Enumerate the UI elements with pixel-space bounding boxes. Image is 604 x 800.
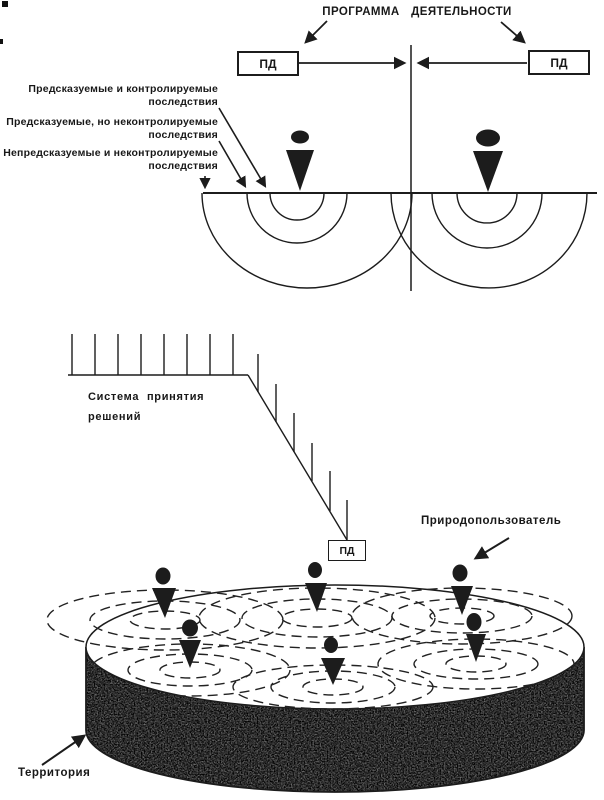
territory-arrow bbox=[42, 736, 84, 765]
consequence-label-line: последствия bbox=[148, 96, 218, 108]
decision-system-label-line1: Система принятия bbox=[88, 391, 205, 403]
consequence-label-line: Предсказуемые и контролируемые bbox=[28, 83, 218, 95]
consequence-label-line: Предсказуемые, но неконтролируемые bbox=[6, 116, 218, 128]
consequence-arcs-left bbox=[202, 193, 412, 288]
territory-label: Территория bbox=[18, 767, 91, 779]
territory-disk bbox=[70, 585, 600, 800]
consequence-label-line: последствия bbox=[148, 160, 218, 172]
pd-box-left-label: ПД bbox=[259, 56, 277, 71]
pd-box-left bbox=[237, 51, 299, 76]
nature-user-label: Природопользователь bbox=[421, 515, 562, 527]
program-title: ПРОГРАММА ДЕЯТЕЛЬНОСТИ bbox=[322, 6, 512, 18]
scan-artifact bbox=[0, 39, 3, 44]
pd-box-middle bbox=[328, 540, 366, 561]
person-icon bbox=[286, 131, 314, 192]
consequence-label-line: последствия bbox=[148, 129, 218, 141]
person-icon bbox=[473, 130, 503, 193]
decision-system-label-line2: решений bbox=[88, 411, 142, 423]
consequence-arcs-right bbox=[391, 193, 587, 288]
nature-user-arrow bbox=[476, 538, 509, 558]
consequence-label-uncontrollable bbox=[6, 116, 218, 142]
scan-artifact bbox=[2, 1, 8, 7]
pd-box-right bbox=[528, 50, 590, 75]
pd-box-middle-label: ПД bbox=[339, 544, 355, 557]
consequence-label-unpredictable bbox=[3, 147, 218, 173]
consequence-label-controllable bbox=[28, 83, 218, 109]
consequence-label-line: Непредсказуемые и неконтролируемые bbox=[3, 147, 218, 159]
decision-system-comb bbox=[68, 334, 347, 540]
title-pointer-arrows bbox=[306, 21, 524, 42]
pd-box-right-label: ПД bbox=[550, 55, 568, 70]
